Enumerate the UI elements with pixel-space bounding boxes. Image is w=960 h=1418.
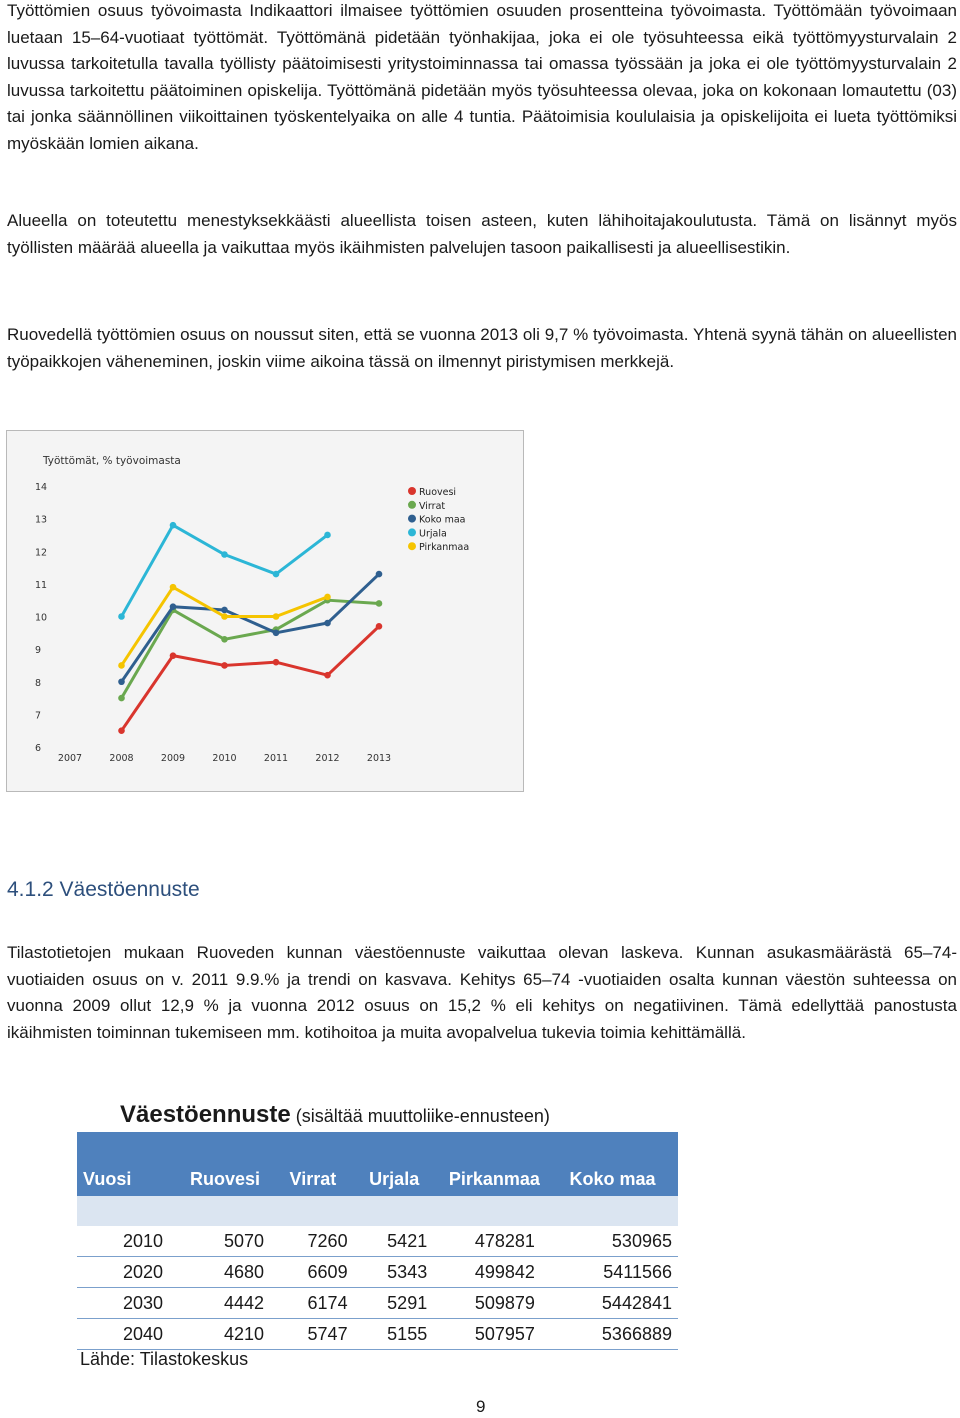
x-tick-label: 2011 xyxy=(263,753,289,764)
data-point xyxy=(221,662,228,669)
x-tick-label: 2010 xyxy=(212,753,237,764)
table-cell: 530965 xyxy=(564,1226,678,1257)
x-tick-label: 2009 xyxy=(160,753,186,764)
table-cell: 7260 xyxy=(284,1226,364,1257)
table-header-cell: Urjala xyxy=(363,1162,443,1196)
table-cell: 6174 xyxy=(284,1288,364,1319)
table-spacer-row xyxy=(77,1196,678,1226)
table-cell: 5442841 xyxy=(564,1288,678,1319)
table-cell: 5343 xyxy=(363,1257,443,1288)
y-axis-ticks xyxy=(35,482,47,754)
data-point xyxy=(376,600,383,607)
table-cell: 507957 xyxy=(443,1319,564,1350)
table-cell: 5411566 xyxy=(564,1257,678,1288)
data-point xyxy=(221,613,228,620)
table-row xyxy=(77,1226,678,1257)
table-title-main: Väestöennuste xyxy=(120,1101,291,1128)
legend-marker xyxy=(408,501,416,509)
data-point xyxy=(118,662,125,669)
data-point xyxy=(376,571,383,578)
x-axis-ticks xyxy=(58,753,391,764)
data-point xyxy=(273,571,280,578)
table-cell: 5291 xyxy=(363,1288,443,1319)
data-point xyxy=(324,594,331,601)
table-title xyxy=(120,1101,550,1129)
legend-label: Virrat xyxy=(419,500,446,512)
x-tick-label: 2013 xyxy=(366,753,392,764)
series-layer xyxy=(118,522,382,734)
table-cell: 2010 xyxy=(77,1226,184,1257)
data-point xyxy=(376,623,383,630)
y-tick-label: 7 xyxy=(35,710,42,722)
table-header-cell: Vuosi xyxy=(77,1162,184,1196)
unemployment-chart xyxy=(6,430,524,792)
x-tick-label: 2012 xyxy=(315,753,340,764)
data-point xyxy=(170,584,177,591)
paragraph-ruovesi-unemployment: Ruovedellä työttömien osuus on noussut siten, että se vuonna 2013 oli 9,7 % työvoimasta. Yhtenä syynä tähän on alueellisten työpaikkojen väheneminen, joskin viime aikoina tässä on ilmennyt piristymisen merkkejä. xyxy=(7,325,957,371)
legend-marker xyxy=(408,528,416,536)
table-cell: 5070 xyxy=(184,1226,284,1257)
table-cell: 499842 xyxy=(443,1257,564,1288)
table-cell: 2020 xyxy=(77,1257,184,1288)
table-cell: 2040 xyxy=(77,1319,184,1350)
y-tick-label: 12 xyxy=(35,547,48,559)
table-header-cell: Koko maa xyxy=(564,1162,678,1196)
table-cell: 5155 xyxy=(363,1319,443,1350)
legend-marker xyxy=(408,542,416,550)
paragraph-unemployment-definition: Työttömien osuus työvoimasta Indikaattori ilmaisee työttömien osuuden prosentteina työvoimasta. Työttömään työvoimaan luetaan 15–64-vuotiaat työttömät. Työttömänä pidetään työnhakijaa, joka ei ole työsuhteessa eikä työttömyysturvalain 2 luvussa tarkoitetulla tavalla työllisty päätoimisesti yritystoiminnassa tai omassa työssään ja joka ei ole työttömyysturvalain 2 luvussa tarkoitettu päätoiminen opiskelija. Työttömänä pidetään myös työsuhteessa olevaa, joka on kokonaan lomautettu (03) tai jonka säännöllinen viikoittainen työskentelyaika on alle 4 tuntia. Päätoimisia koululaisia ja opiskelijoita ei lueta työttömiksi myöskään lomien aikana. xyxy=(7,1,957,153)
legend-label: Koko maa xyxy=(419,514,466,526)
data-point xyxy=(324,620,331,627)
data-point xyxy=(221,636,228,643)
table-row xyxy=(77,1288,678,1319)
y-tick-label: 8 xyxy=(35,677,42,689)
data-point xyxy=(118,613,125,620)
data-point xyxy=(273,613,280,620)
y-tick-label: 10 xyxy=(35,612,48,624)
data-point xyxy=(273,659,280,666)
series-line xyxy=(122,587,328,665)
x-tick-label: 2007 xyxy=(57,753,83,764)
table-title-sub: (sisältää muuttoliike-ennusteen) xyxy=(290,1106,550,1126)
paragraph-population-forecast: Tilastotietojen mukaan Ruoveden kunnan väestöennuste vaikuttaa olevan laskeva. Kunnan asukasmäärästä 65–74-vuotiaiden osuus on v. 2011 9.9.% ja trendi on kasvava. Kehitys 65–74 -vuotiaiden osalta kunnan väestön suhteessa on vuonna 2009 ollut 12,9 % ja vuonna 2012 osuus on 15,2 % eli kehitys on negatiivinen. Tämä edellyttää panostusta ikäihmisten toiminnan tukemiseen mm. kotihoitoa ja muita avopalvelua tukevia toimia kehittämällä. xyxy=(7,943,957,1042)
y-tick-label: 11 xyxy=(35,579,48,591)
table-top-band xyxy=(77,1132,678,1162)
paragraph-regional-education: Alueella on toteutettu menestyksekkäästi alueellista toisen asteen, kuten lähihoitajakoulutusta. Tämä on lisännyt myös työllisten määrää alueella ja vaikuttaa myös ikäihmisten palvelujen tasoon paikallisesti ja alueellisestikin. xyxy=(7,211,957,257)
series-line xyxy=(122,574,380,682)
table-cell: 2030 xyxy=(77,1288,184,1319)
table-cell: 5366889 xyxy=(564,1319,678,1350)
legend-marker xyxy=(408,515,416,523)
table-cell: 4442 xyxy=(184,1288,284,1319)
table-cell: 478281 xyxy=(443,1226,564,1257)
y-tick-label: 6 xyxy=(35,743,42,754)
table-row xyxy=(77,1319,678,1350)
data-point xyxy=(118,727,125,734)
table-header-cell: Ruovesi xyxy=(184,1162,284,1196)
chart-legend xyxy=(408,487,469,553)
population-forecast-table xyxy=(77,1132,678,1350)
data-point xyxy=(170,522,177,529)
table-body xyxy=(77,1226,678,1350)
data-point xyxy=(324,532,331,539)
data-point xyxy=(273,630,280,637)
table-cell: 509879 xyxy=(443,1288,564,1319)
y-tick-label: 13 xyxy=(35,514,48,526)
table-header-cell: Pirkanmaa xyxy=(443,1162,564,1196)
x-tick-label: 2008 xyxy=(109,753,134,764)
table-cell: 4680 xyxy=(184,1257,284,1288)
data-point xyxy=(118,678,125,685)
series-line xyxy=(122,600,380,698)
series-line xyxy=(122,525,328,616)
data-point xyxy=(221,551,228,558)
table-cell: 5421 xyxy=(363,1226,443,1257)
table-cell: 4210 xyxy=(184,1319,284,1350)
y-tick-label: 9 xyxy=(35,645,42,657)
data-point xyxy=(170,603,177,610)
data-point xyxy=(221,607,228,614)
series-line xyxy=(122,626,380,730)
table-cell: 5747 xyxy=(284,1319,364,1350)
page-number: 9 xyxy=(476,1397,486,1416)
legend-marker xyxy=(408,487,416,495)
section-heading: 4.1.2 Väestöennuste xyxy=(7,878,200,901)
chart-canvas xyxy=(7,431,523,791)
legend-label: Ruovesi xyxy=(419,487,457,498)
data-point xyxy=(170,652,177,659)
table-cell: 6609 xyxy=(284,1257,364,1288)
data-point xyxy=(324,672,331,679)
table-header-row xyxy=(77,1162,678,1196)
chart-title: Työttömät, % työvoimasta xyxy=(43,455,181,467)
data-point xyxy=(118,695,125,702)
y-tick-label: 14 xyxy=(35,482,48,493)
legend-label: Pirkanmaa xyxy=(419,542,470,554)
table-row xyxy=(77,1257,678,1288)
legend-label: Urjala xyxy=(419,528,447,540)
table-source: Lähde: Tilastokeskus xyxy=(80,1349,249,1369)
table-header-cell: Virrat xyxy=(284,1162,364,1196)
